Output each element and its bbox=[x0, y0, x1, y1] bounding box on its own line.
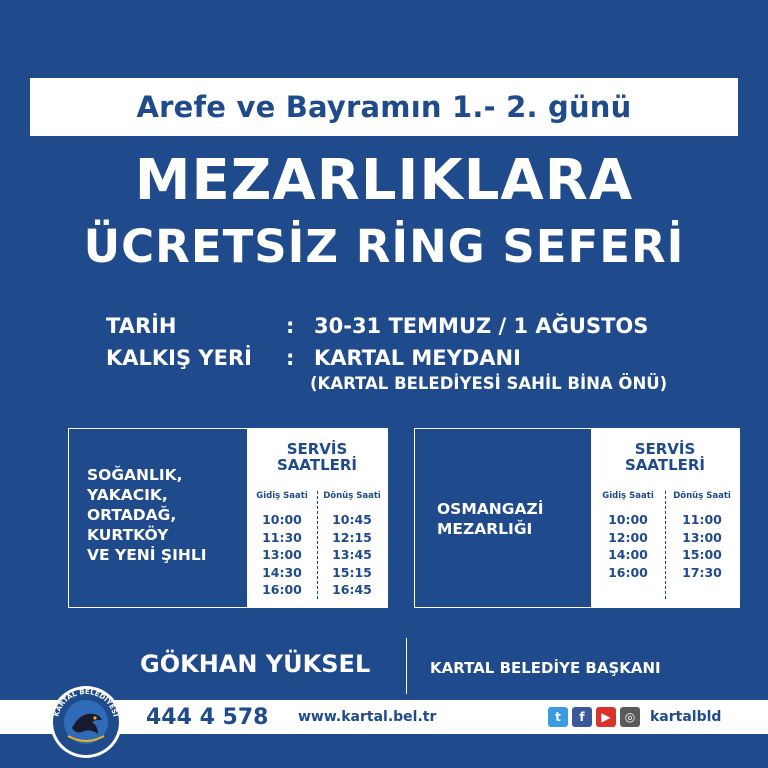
route-card-2 bbox=[414, 428, 740, 608]
return-header: Dönüş Saati bbox=[323, 491, 381, 501]
seal-text: KARTAL BELEDİYESİ bbox=[52, 687, 120, 718]
destination-item: KURTKÖY bbox=[87, 526, 169, 544]
title-line-1: MEZARLIKLARA bbox=[134, 148, 634, 213]
time-cell: 16:00 bbox=[608, 564, 648, 580]
youtube-icon[interactable]: ▶ bbox=[596, 707, 616, 727]
time-cell: 14:00 bbox=[608, 547, 648, 562]
route-2-destinations bbox=[437, 499, 543, 539]
time-cell: 16:00 bbox=[262, 582, 302, 597]
time-cell: 13:00 bbox=[682, 529, 722, 545]
website-link[interactable]: www.kartal.bel.tr bbox=[298, 709, 437, 725]
signature-divider bbox=[406, 638, 407, 694]
departure-colon: : bbox=[286, 346, 295, 370]
time-cell: 11:00 bbox=[682, 512, 722, 527]
departure-label: KALKIŞ YERİ bbox=[106, 346, 252, 370]
time-cell: 11:30 bbox=[262, 529, 302, 545]
time-cell: 10:00 bbox=[608, 512, 648, 527]
departure-header: Gidiş Saati bbox=[602, 491, 654, 501]
destination-item: VE YENİ ŞIHLI bbox=[87, 546, 207, 564]
departure-times bbox=[247, 511, 317, 599]
social-links bbox=[548, 707, 721, 727]
departure-times bbox=[591, 511, 665, 581]
facebook-icon[interactable]: f bbox=[572, 707, 592, 727]
time-cell: 12:00 bbox=[608, 529, 648, 545]
time-cell: 15:00 bbox=[682, 547, 722, 562]
destination-item: YAKACIK, bbox=[87, 486, 168, 504]
social-handle[interactable]: kartalbld bbox=[650, 709, 722, 725]
schedule-title bbox=[591, 441, 739, 473]
title-line-2: ÜCRETSİZ RİNG SEFERİ bbox=[83, 220, 685, 273]
departure-note: (KARTAL BELEDİYESİ SAHİL BİNA ÖNÜ) bbox=[310, 374, 668, 393]
return-times bbox=[665, 511, 739, 581]
date-value: 30-31 TEMMUZ / 1 AĞUSTOS bbox=[314, 314, 649, 338]
time-cell: 13:00 bbox=[262, 547, 302, 562]
date-label: TARİH bbox=[106, 314, 177, 338]
subtitle: Arefe ve Bayramın 1.- 2. günü bbox=[136, 90, 632, 124]
destination-item: ORTADAĞ, bbox=[87, 506, 177, 524]
destination-item: MEZARLIĞI bbox=[437, 520, 533, 538]
schedule-title-line-2: SAATLERİ bbox=[276, 456, 358, 474]
twitter-icon[interactable]: t bbox=[548, 707, 568, 727]
destination-item: SOĞANLIK, bbox=[87, 466, 183, 484]
time-cell: 15:15 bbox=[332, 564, 372, 580]
time-cell: 13:45 bbox=[332, 547, 372, 562]
time-cell: 10:45 bbox=[332, 512, 372, 527]
schedule-title-line-1: SERVİS bbox=[634, 440, 696, 458]
destination-item: OSMANGAZİ bbox=[437, 500, 544, 518]
time-cell: 17:30 bbox=[682, 564, 722, 580]
schedule-panel-1 bbox=[247, 429, 387, 607]
subtitle-band bbox=[30, 78, 738, 136]
time-cell: 10:00 bbox=[262, 512, 302, 527]
departure-value: KARTAL MEYDANI bbox=[314, 346, 521, 370]
return-header: Dönüş Saati bbox=[673, 491, 731, 501]
date-colon: : bbox=[286, 314, 295, 338]
municipality-seal-logo bbox=[48, 684, 124, 760]
time-cell: 16:45 bbox=[332, 582, 372, 597]
schedule-title bbox=[247, 441, 387, 473]
time-cell: 12:15 bbox=[332, 529, 372, 545]
time-cell: 14:30 bbox=[262, 564, 302, 580]
departure-header: Gidiş Saati bbox=[256, 491, 308, 501]
instagram-icon[interactable]: ◎ bbox=[620, 707, 640, 727]
route-card-1 bbox=[68, 428, 388, 608]
schedule-title-line-2: SAATLERİ bbox=[624, 456, 706, 474]
phone-number[interactable]: 444 4 578 bbox=[146, 705, 269, 730]
return-times bbox=[317, 511, 387, 599]
schedule-panel-2 bbox=[591, 429, 739, 607]
route-1-destinations bbox=[87, 465, 206, 565]
mayor-name: GÖKHAN YÜKSEL bbox=[140, 650, 371, 678]
mayor-title: KARTAL BELEDİYE BAŞKANI bbox=[430, 659, 661, 677]
schedule-title-line-1: SERVİS bbox=[286, 440, 348, 458]
